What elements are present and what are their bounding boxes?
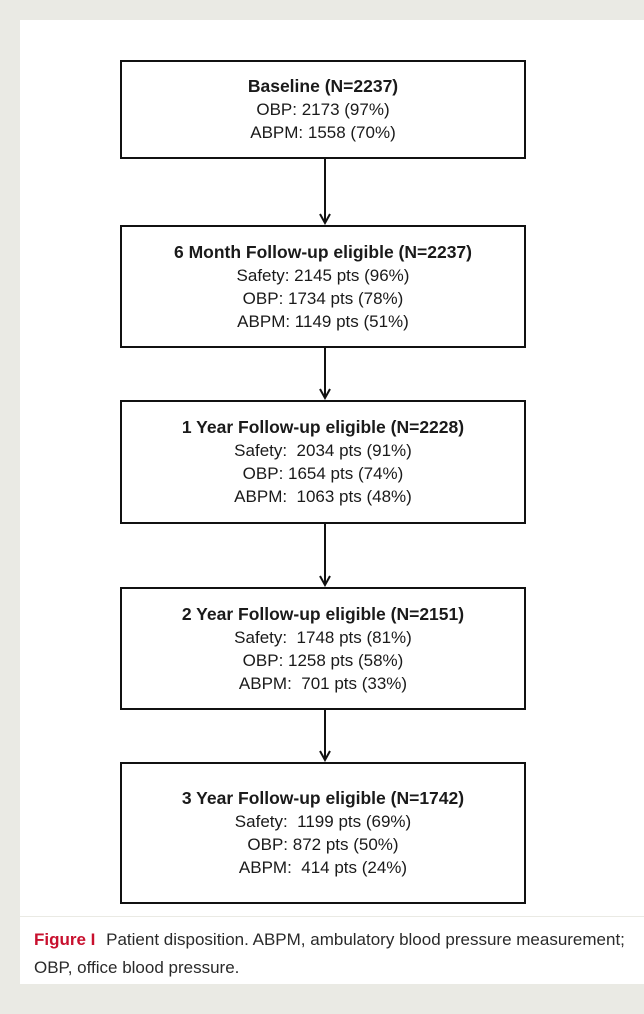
node-title: 2 Year Follow-up eligible (N=2151)	[181, 603, 465, 624]
node-line: Safety: 1199 pts (69%)	[234, 812, 412, 831]
node-line: Safety: 1748 pts (81%)	[234, 627, 412, 647]
node-title: 1 Year Follow-up eligible (N=2228)	[181, 417, 465, 437]
node-line: ABPM: 701 pts (33%)	[238, 673, 408, 693]
node-line: OBP: 1258 pts (58%)	[242, 650, 404, 670]
node-2-year	[120, 587, 526, 710]
node-title: Baseline (N=2237)	[247, 76, 399, 96]
node-line: ABPM: 1149 pts (51%)	[237, 311, 409, 331]
node-line: OBP: 1734 pts (78%)	[242, 288, 404, 308]
flow-diagram	[20, 20, 644, 910]
node-line: ABPM: 1063 pts (48%)	[234, 487, 412, 506]
node-title: 6 Month Follow-up eligible (N=2237)	[173, 241, 472, 262]
node-6-month	[120, 225, 526, 348]
node-line: OBP: 1654 pts (74%)	[242, 464, 404, 483]
node-1-year	[120, 400, 526, 524]
node-line: ABPM: 1558 (70%)	[250, 123, 396, 142]
node-line: OBP: 872 pts (50%)	[247, 835, 399, 854]
node-line: ABPM: 414 pts (24%)	[238, 858, 408, 877]
node-line: OBP: 2173 (97%)	[256, 100, 390, 119]
node-line: Safety: 2034 pts (91%)	[234, 441, 412, 460]
caption-divider	[20, 916, 644, 917]
figure-label: Figure I	[34, 930, 96, 949]
node-title: 3 Year Follow-up eligible (N=1742)	[181, 788, 465, 808]
node-line: Safety: 2145 pts (96%)	[236, 265, 410, 285]
figure-caption	[34, 926, 634, 982]
caption-text: Patient disposition. ABPM, ambulatory blood pressure measurement; OBP, office blood pressure.	[34, 930, 625, 977]
figure-panel	[20, 20, 644, 984]
node-baseline	[120, 60, 526, 159]
node-3-year	[120, 762, 526, 904]
